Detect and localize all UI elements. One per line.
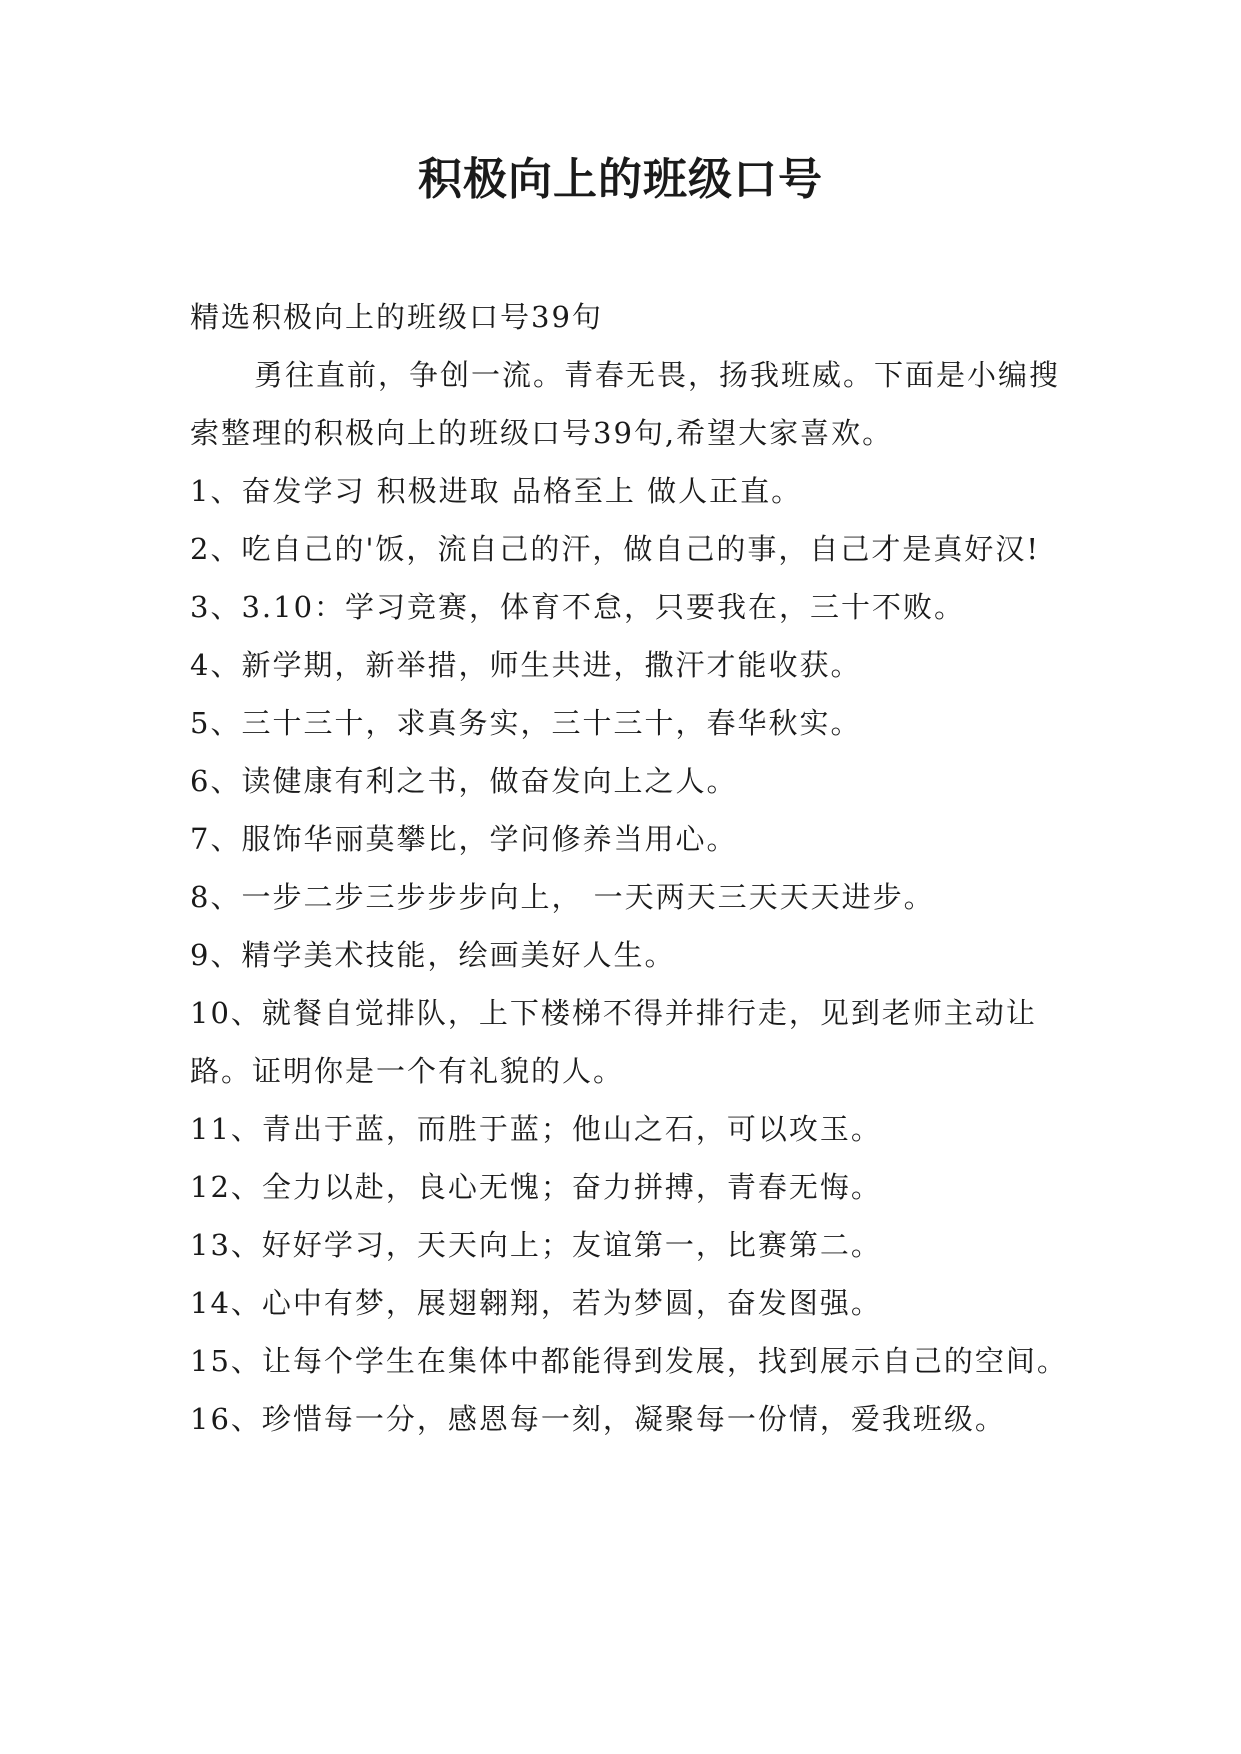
intro-paragraph: 勇往直前，争创一流。青春无畏，扬我班威。下面是小编搜索整理的积极向上的班级口号39句,希望大家喜欢。 [190,358,1061,450]
document-title: 积极向上的班级口号 [418,154,823,205]
slogan-item-3: 3、3.10：学习竞赛，体育不怠，只要我在，三十不败。 [190,590,966,624]
document-body [190,288,1070,1448]
slogan-item-4: 4、新学期，新举措，师生共进，撒汗才能收获。 [190,648,862,682]
slogan-item-7: 7、服饰华丽莫攀比，学问修养当用心。 [190,822,738,856]
slogan-item-6: 6、读健康有利之书，做奋发向上之人。 [190,764,738,798]
slogan-item-10: 10、就餐自觉排队，上下楼梯不得并排行走，见到老师主动让路。证明你是一个有礼貌的人。 [190,996,1037,1088]
slogan-item-13: 13、好好学习，天天向上；友谊第一，比赛第二。 [190,1228,882,1262]
slogan-item-14: 14、心中有梦，展翅翱翔，若为梦圆，奋发图强。 [190,1286,882,1320]
slogan-item-8: 8、一步二步三步步步向上， 一天两天三天天天进步。 [190,880,935,914]
slogan-item-11: 11、青出于蓝，而胜于蓝；他山之石，可以攻玉。 [190,1112,882,1146]
slogan-item-9: 9、精学美术技能，绘画美好人生。 [190,938,676,972]
slogan-item-5: 5、三十三十，求真务实，三十三十，春华秋实。 [190,706,862,740]
slogan-item-1: 1、奋发学习 积极进取 品格至上 做人正直。 [190,474,803,508]
slogan-item-12: 12、全力以赴，良心无愧；奋力拼搏，青春无悔。 [190,1170,882,1204]
slogan-item-16: 16、珍惜每一分，感恩每一刻，凝聚每一份情，爱我班级。 [190,1402,1006,1436]
slogan-item-2: 2、吃自己的'饭，流自己的汗，做自己的事，自己才是真好汉! [190,532,1041,566]
slogan-item-15: 15、让每个学生在集体中都能得到发展，找到展示自己的空间。 [190,1344,1068,1378]
document-subtitle: 精选积极向上的班级口号39句 [190,300,603,334]
